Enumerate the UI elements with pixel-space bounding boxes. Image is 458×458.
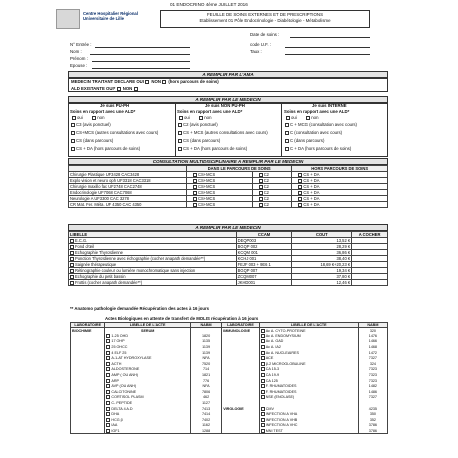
multi-option-checkbox[interactable] xyxy=(193,173,197,177)
bio-right-nabm: 7323 xyxy=(358,372,387,378)
non-label: non xyxy=(97,115,105,120)
acts-head-cocher: A COCHER xyxy=(352,232,388,238)
act-checkbox[interactable] xyxy=(70,245,74,249)
bio-lab-right: IMMUNOLOGIE xyxy=(222,328,260,334)
bio-act-checkbox[interactable] xyxy=(261,379,265,383)
multi-table xyxy=(68,165,388,208)
multi-row xyxy=(69,202,388,208)
acts-head-libelle: LIBELLE xyxy=(69,232,237,238)
bio-act-checkbox[interactable] xyxy=(106,351,110,355)
checkbox[interactable] xyxy=(71,147,75,151)
ald-choice-2 xyxy=(179,115,211,120)
medecin-traitant-non-label: NON xyxy=(151,79,161,84)
bio-head-lab: LABORATOIRE xyxy=(71,323,105,328)
multi-row-label: Explo vision et neuro oph UF3318 CAC3318 xyxy=(69,178,187,184)
multi-option-label: C2 xyxy=(263,196,269,201)
bio-act-checkbox[interactable] xyxy=(261,418,265,422)
multi-option-checkbox[interactable] xyxy=(193,203,197,207)
bio-act-checkbox[interactable] xyxy=(106,401,110,405)
act-checkbox[interactable] xyxy=(70,263,74,267)
bio-table xyxy=(70,322,388,434)
multi-row-label: Endocrinologie UF7068 CAC7068 xyxy=(69,190,187,196)
act-libelle: E.C.G. xyxy=(75,238,88,243)
ald1-oui-checkbox[interactable] xyxy=(72,116,76,120)
bio-right-nabm: 1466 xyxy=(358,339,387,345)
bio-right-act: CA 15-3 xyxy=(265,367,280,372)
act-cout: 38,40 € xyxy=(292,256,352,262)
oui-label: oui xyxy=(77,115,83,120)
bio-lab-right: VIROLOGIE xyxy=(222,406,260,412)
bio-right-act: INFECTION A VHC xyxy=(265,423,298,428)
act-row xyxy=(69,280,388,286)
bio-left-act: 4 ELF 25 xyxy=(111,350,127,355)
bio-head-lab2: LABORATOIRE xyxy=(222,323,260,328)
bio-act-checkbox[interactable] xyxy=(261,407,265,411)
multi-option-label: CS + DA xyxy=(303,196,320,201)
logo-text xyxy=(83,11,138,21)
bio-act-checkbox[interactable] xyxy=(106,418,110,422)
multi-option-label: CS+MCS xyxy=(198,178,216,183)
col3-opt3: C (dans parcours) xyxy=(285,138,324,143)
bio-act-checkbox[interactable] xyxy=(261,412,265,416)
multi-row-label: CR Mat. Fer. Méta. UF 4350 CAC 4350 xyxy=(69,202,187,208)
bio-left-nabm: 1135 xyxy=(190,339,221,345)
col1-opt2: CS+MCS (autres consultations avec cours) xyxy=(71,130,158,135)
logo-line2: Universitaire de Lille xyxy=(83,16,124,21)
medecin-section-title: A REMPLIR PAR LE MEDECIN xyxy=(68,96,388,103)
entree-label: N° Entrée : xyxy=(70,42,92,47)
bio-left-act: ACTH xyxy=(111,361,122,366)
anapath-footnote: ** Anatomo pathologie demandée Récupération des actes à 16 jours xyxy=(70,306,210,311)
bio-act-checkbox[interactable] xyxy=(261,373,265,377)
bio-right-act: Ac A. GAD xyxy=(265,339,284,344)
prenom-field[interactable] xyxy=(92,61,190,62)
date-soins-label: Date de soins : xyxy=(250,32,280,37)
bio-right-nabm: 7327 xyxy=(358,395,387,401)
bio-act-checkbox[interactable] xyxy=(106,395,110,399)
multi-option-label: C2 xyxy=(263,202,269,207)
bio-act-checkbox[interactable] xyxy=(261,334,265,338)
multi-row-label: Chirurgie maxillo fac UF2748 CAC2748 xyxy=(69,184,187,190)
col1-opt3: CS (dans parcours) xyxy=(71,138,113,143)
acts-head-cout: COUT xyxy=(292,232,352,238)
bio-right-nabm: 1482 xyxy=(358,383,387,389)
checkbox[interactable] xyxy=(71,131,75,135)
checkbox[interactable] xyxy=(178,147,182,151)
bio-right-nabm: 320 xyxy=(358,328,387,334)
multi-head-dans: DANS LE PARCOURS DE SOINS xyxy=(187,166,292,172)
ald-non-label: NON xyxy=(122,86,133,91)
bio-right-act: Ac A. ENDOMYSIUM xyxy=(265,333,301,338)
multi-option-label: CS+MCS xyxy=(198,184,216,189)
bio-left-nabm: 1820 xyxy=(190,333,221,339)
multi-option-checkbox[interactable] xyxy=(259,203,263,207)
bio-right-nabm: 7323 xyxy=(358,367,387,373)
bio-right-nabm: 1468 xyxy=(358,344,387,350)
bio-act-checkbox[interactable] xyxy=(261,351,265,355)
bio-act-checkbox[interactable] xyxy=(106,345,110,349)
bio-act-checkbox[interactable] xyxy=(261,367,265,371)
bio-lab-right xyxy=(222,428,260,434)
epouse-field[interactable] xyxy=(92,68,190,69)
bio-left-act: AMP ( OU ANH) xyxy=(111,373,138,378)
multi-option-label: C2 xyxy=(263,172,269,177)
col-interne: Je suis INTERNE xyxy=(312,103,347,108)
multi-option-cell xyxy=(187,202,253,208)
bio-act-checkbox[interactable] xyxy=(261,390,265,394)
ald-choice-1 xyxy=(72,115,104,120)
logo-icon xyxy=(56,9,80,29)
medecin-traitant-oui-checkbox[interactable] xyxy=(145,80,149,84)
bio-act-checkbox[interactable] xyxy=(261,395,265,399)
act-libelle-cell xyxy=(69,280,237,286)
multi-head-hors: HORS PARCOURS DE SOINS xyxy=(292,166,388,172)
acts-table xyxy=(68,231,388,286)
col2-opt2: CS + MCS (autres consultations avec cours) xyxy=(178,130,268,135)
multi-option-cell xyxy=(252,202,292,208)
ama-section-title: A REMPLIR PAR L'AMA xyxy=(68,71,388,78)
code-uf-field[interactable] xyxy=(285,47,370,48)
multi-row-label: Neurologie A UF3300 CAC 3278 xyxy=(69,196,187,202)
ald2-non-checkbox[interactable] xyxy=(199,116,203,120)
col1-opt4: CS + DA (hors parcours de soins) xyxy=(71,146,140,151)
act-ccam: JKHD001 xyxy=(236,280,292,286)
bio-left-nabm: 776 xyxy=(190,378,221,384)
bio-left-act: IAA xyxy=(111,423,118,428)
checkbox[interactable] xyxy=(71,123,75,127)
bio-head-nabm: NABM xyxy=(190,323,221,328)
multi-option-label: CS+MCS xyxy=(198,190,216,195)
multi-option-checkbox[interactable] xyxy=(259,173,263,177)
act-ccam: BGQP 002 xyxy=(236,244,292,250)
col3-opt4: C + DA (hors parcours de soins) xyxy=(285,146,351,151)
multi-option-checkbox[interactable] xyxy=(298,191,302,195)
header-subtitle: Etablissement 01 Pôle Endocrinologie - Diabétologie - Métabolisme xyxy=(199,17,331,23)
multi-option-label: C2 xyxy=(263,184,269,189)
bio-head-nabm2: NABM xyxy=(358,323,387,328)
bio-act-checkbox[interactable] xyxy=(261,329,265,333)
bio-right-act: MNI TEST xyxy=(265,428,283,433)
act-libelle: Frottis (cocher anapath demandée**) xyxy=(75,280,143,285)
header-title: FEUILLE DE SOINS EXTERNES ET DE PRESCRIPTIONS xyxy=(206,12,324,17)
form-header xyxy=(160,10,370,28)
bio-right-nabm: 1472 xyxy=(358,350,387,356)
act-checkbox[interactable] xyxy=(70,239,74,243)
multi-option-checkbox[interactable] xyxy=(298,197,302,201)
acts-section-title: A REMPLIR PAR LE MEDECIN xyxy=(68,224,388,231)
act-libelle: Fond d'œil xyxy=(75,244,95,249)
bio-right-act: β-2 MICROGLOBULINE xyxy=(265,361,306,366)
bio-right-nabm: 7327 xyxy=(358,355,387,361)
bio-act-checkbox[interactable] xyxy=(106,373,110,377)
col2-opt1: C2 (avis ponctuel) xyxy=(178,122,218,127)
checkbox[interactable] xyxy=(285,139,289,143)
bio-left-nabm: 1162 xyxy=(190,423,221,429)
bio-right-nabm: 3786 xyxy=(358,423,387,429)
bio-act-checkbox[interactable] xyxy=(261,362,265,366)
multi-option-checkbox[interactable] xyxy=(259,179,263,183)
bio-act-checkbox[interactable] xyxy=(106,339,110,343)
multi-option-checkbox[interactable] xyxy=(259,185,263,189)
bio-left-nabm: 7402 xyxy=(190,417,221,423)
checkbox[interactable] xyxy=(285,147,289,151)
bio-right-act: CMV xyxy=(265,406,274,411)
ald-label-3: Soins en rapport avec une ALD* xyxy=(284,109,350,114)
checkbox[interactable] xyxy=(178,131,182,135)
bio-right-act: F. RHUMATOIDES xyxy=(265,389,297,394)
ald-oui-checkbox[interactable] xyxy=(117,87,121,91)
medecin-traitant-label: MEDECIN TRAITANT DECLARE OUI xyxy=(71,79,144,84)
multi-option-label: CS + DA xyxy=(303,178,320,183)
act-ccam: KCHJ 001 xyxy=(236,256,292,262)
checkbox[interactable] xyxy=(71,139,75,143)
bio-act-checkbox[interactable] xyxy=(261,345,265,349)
bio-right-act: Ac A. IA2 xyxy=(265,345,281,350)
act-cocher-cell[interactable] xyxy=(352,280,388,286)
bio-act-checkbox[interactable] xyxy=(106,412,110,416)
bio-act-checkbox[interactable] xyxy=(261,423,265,427)
act-checkbox[interactable] xyxy=(70,281,74,285)
bio-title: Actes Biologiques en attente de transfert de MOLIS récupération à 16 jours xyxy=(105,316,259,321)
hors-parcours-label: (hors parcours de soins) xyxy=(168,79,219,84)
bio-lab-left xyxy=(71,428,105,434)
ald-choice-3 xyxy=(286,115,318,120)
act-cout: 13,52 € xyxy=(292,238,352,244)
bio-lab-left: BIOCHIMIE xyxy=(71,328,105,334)
bio-act-checkbox[interactable] xyxy=(106,356,110,360)
act-libelle: Rétinographie couleur ou lumière monochromatique sans injection xyxy=(75,268,196,273)
bio-right-nabm: 324 xyxy=(358,361,387,367)
act-libelle: Echographie du petit bassin xyxy=(75,274,126,279)
multi-option-checkbox[interactable] xyxy=(298,173,302,177)
non-label: non xyxy=(311,115,319,120)
bio-right-act: CA 125 xyxy=(265,378,278,383)
act-cout: 36,86 € xyxy=(292,250,352,256)
multi-option-label: CS+MCS xyxy=(198,196,216,201)
multi-option-label: CS+MCS xyxy=(198,202,216,207)
bio-left-act: 25 OHCC xyxy=(111,345,128,350)
bio-left-nabm: 1821 xyxy=(190,372,221,378)
bio-left-act: C- PEPTIDE xyxy=(111,401,133,405)
multi-option-label: CS + DA xyxy=(303,202,320,207)
entree-field[interactable] xyxy=(95,47,190,48)
bio-left-nabm: 7413 xyxy=(190,406,221,412)
form-code: 01 ENDOCRINO 4ème JUILLET 2016 xyxy=(170,2,248,7)
multi-option-checkbox[interactable] xyxy=(193,179,197,183)
multi-option-checkbox[interactable] xyxy=(298,203,302,207)
bio-left-nabm: NFA xyxy=(190,355,221,361)
multi-option-checkbox[interactable] xyxy=(259,191,263,195)
ald2-oui-checkbox[interactable] xyxy=(179,116,183,120)
bio-left-act: DELTA 4 A.D xyxy=(111,406,133,411)
bio-right-act: INFECTION A VHA xyxy=(265,412,298,417)
multi-option-label: C2 xyxy=(263,178,269,183)
taux-field[interactable] xyxy=(285,54,370,55)
bio-head-libelle: LIBELLE DE L'ACTE xyxy=(105,323,191,328)
bio-left-act: CALCITONINE xyxy=(111,389,137,394)
bio-left-nabm: 714 xyxy=(190,367,221,373)
ald-label-2: Soins en rapport avec une ALD* xyxy=(177,109,243,114)
multi-row-label: Chirurgie Plastique UF3428 CAC3428 xyxy=(69,172,187,178)
bio-head-libelle2: LIBELLE DE L'ACTE xyxy=(259,323,358,328)
act-libelle: Saignée thérapeutique xyxy=(75,262,117,267)
bio-left-nabm: 7414 xyxy=(190,411,221,417)
act-cout: 18,69 €+20,23 € xyxy=(292,262,352,268)
col3-opt2: C (consultation avec cours) xyxy=(285,130,342,135)
nom-label: Nom : xyxy=(70,49,82,54)
bio-right-nabm: 4235 xyxy=(358,406,387,412)
bio-left-nabm: 7806 xyxy=(190,389,221,395)
act-cout: 28,29 € xyxy=(292,244,352,250)
bio-left-act: DHA xyxy=(111,412,120,417)
oui-label: oui xyxy=(184,115,190,120)
bio-act-checkbox[interactable] xyxy=(106,423,110,427)
bio-row xyxy=(71,428,388,434)
ald-label: ALD EXISTANTE OUI* xyxy=(71,86,116,91)
bio-act-checkbox[interactable] xyxy=(106,407,110,411)
bio-right-nabm: 7323 xyxy=(358,378,387,384)
bio-left-act: 1-25 OHD xyxy=(111,333,129,338)
prenom-label: Prénom : xyxy=(70,56,88,61)
act-cout: 12,46 € xyxy=(292,280,352,286)
multi-option-checkbox[interactable] xyxy=(193,197,197,201)
act-libelle: Echographie Thyroïdienne xyxy=(75,250,123,255)
col-non-pu-ph: Je suis NON PU-PH xyxy=(205,103,245,108)
bio-left-act: IGF1 xyxy=(111,428,120,433)
multi-option-label: CS + DA xyxy=(303,184,320,189)
hospital-logo xyxy=(56,9,142,31)
bio-right-act: Ac A. CYTO-PROTEINE xyxy=(265,328,306,333)
bio-left-act: ARP xyxy=(111,378,119,383)
bio-act-checkbox[interactable] xyxy=(106,390,110,394)
act-libelle: Ponction Thyroïdienne avec échographie (cocher anapath demandée**) xyxy=(75,256,206,261)
bio-left-act-cell xyxy=(105,428,191,434)
bio-act-checkbox[interactable] xyxy=(106,334,110,338)
medecin-traitant-row xyxy=(71,79,219,84)
checkbox[interactable] xyxy=(285,131,289,135)
bio-right-act: ACE xyxy=(265,356,274,361)
bio-act-checkbox[interactable] xyxy=(106,384,110,388)
multi-option-cell xyxy=(292,202,388,208)
bio-sub-label: SERUM xyxy=(105,328,191,334)
bio-act-checkbox[interactable] xyxy=(106,367,110,371)
act-cout: 37,80 € xyxy=(292,274,352,280)
act-ccam: DEQP003 xyxy=(236,238,292,244)
act-checkbox[interactable] xyxy=(70,257,74,261)
bio-left-act: A-1-AT HYDROXYLASE xyxy=(111,356,152,361)
bio-left-act: CORTISOL PLASM xyxy=(111,395,144,400)
bio-left-nabm: NFA xyxy=(190,383,221,389)
col3-opt1: C + MCG (consultation avec cours) xyxy=(285,122,357,127)
bio-right-nabm: 1476 xyxy=(358,333,387,339)
bio-right-act: NSE (ENOLASE) xyxy=(265,395,295,400)
act-ccam: BGQP 007 xyxy=(236,268,292,274)
ald3-oui-checkbox[interactable] xyxy=(286,116,290,120)
bio-right-act: Ac A. NUCLEAIRES xyxy=(265,350,299,355)
act-ccam: FEJF 003 + 9E6 1 xyxy=(236,262,292,268)
bio-left-nabm: 1139 xyxy=(190,350,221,356)
checkbox[interactable] xyxy=(178,139,182,143)
bio-right-nabm: 352 xyxy=(358,417,387,423)
bio-left-nabm: 7520 xyxy=(190,361,221,367)
bio-act-checkbox[interactable] xyxy=(106,362,110,366)
bio-right-act: F. RHUMATOIDES xyxy=(265,384,297,389)
act-cout: 19,34 € xyxy=(292,268,352,274)
date-soins-field[interactable] xyxy=(290,37,370,38)
bio-right-nabm: 350 xyxy=(358,411,387,417)
col1-opt1: C3 (avis ponctuel) xyxy=(71,122,111,127)
logo-line1: Centre Hospitalier Régional xyxy=(83,11,138,16)
bio-right-act-cell xyxy=(259,428,358,434)
bio-left-nabm: 1139 xyxy=(190,344,221,350)
multi-option-checkbox[interactable] xyxy=(193,185,197,189)
bio-act-checkbox[interactable] xyxy=(261,384,265,388)
col2-opt4: CS + DA (hors parcours de soins) xyxy=(178,146,247,151)
multi-section-title: CONSULTATION MULTIDISCIPLINAIRE A REMPLIR PAR LE MEDECIN xyxy=(68,158,388,165)
col2-opt3: CS (dans parcours) xyxy=(178,138,220,143)
bio-left-nabm: 1127 xyxy=(190,400,221,406)
ald-label-1: Soins en rapport avec une ALD* xyxy=(70,109,136,114)
multi-option-checkbox[interactable] xyxy=(298,179,302,183)
multi-option-checkbox[interactable] xyxy=(193,191,197,195)
multi-option-label: C2 xyxy=(263,190,269,195)
bio-left-act: HCG β xyxy=(111,417,123,422)
multi-option-label: CS+MCS xyxy=(198,172,216,177)
bio-act-checkbox[interactable] xyxy=(261,356,265,360)
nom-field[interactable] xyxy=(90,54,190,55)
bio-right-nabm: 3786 xyxy=(358,428,387,434)
bio-act-checkbox[interactable] xyxy=(106,429,110,433)
act-ccam: KCQM 001 xyxy=(236,250,292,256)
taux-label: Taux : xyxy=(250,49,262,54)
bio-left-act: 17 OHP xyxy=(111,339,125,344)
act-ccam: ZCQM007 xyxy=(236,274,292,280)
bio-act-checkbox[interactable] xyxy=(106,379,110,383)
code-uf-label: code U.F. : xyxy=(250,42,271,47)
multi-option-checkbox[interactable] xyxy=(298,185,302,189)
ald1-non-checkbox[interactable] xyxy=(92,116,96,120)
bio-act-checkbox[interactable] xyxy=(261,429,265,433)
ald3-non-checkbox[interactable] xyxy=(306,116,310,120)
multi-option-label: CS + DA xyxy=(303,172,320,177)
act-checkbox[interactable] xyxy=(70,275,74,279)
acts-head-ccam: CCAM xyxy=(236,232,292,238)
checkbox[interactable] xyxy=(285,123,289,127)
medecin-traitant-non-checkbox[interactable] xyxy=(162,80,166,84)
checkbox[interactable] xyxy=(178,123,182,127)
bio-right-act: CA 19-9 xyxy=(265,373,280,378)
multi-option-label: CS + DA xyxy=(303,190,320,195)
bio-left-act: AVP (OU ANH) xyxy=(111,384,137,389)
ald-row xyxy=(71,86,139,91)
col-pu-ph: Je suis PU-PH xyxy=(100,103,130,108)
multi-option-checkbox[interactable] xyxy=(259,197,263,201)
bio-act-checkbox[interactable] xyxy=(261,339,265,343)
bio-left-act: ALDOSTERONE xyxy=(111,367,140,372)
bio-left-nabm: 462 xyxy=(190,395,221,401)
oui-label: oui xyxy=(291,115,297,120)
act-checkbox[interactable] xyxy=(70,251,74,255)
epouse-label: Epouse : xyxy=(70,63,88,68)
bio-left-nabm: 1288 xyxy=(190,428,221,434)
act-checkbox[interactable] xyxy=(70,269,74,273)
ald-non-checkbox[interactable] xyxy=(134,87,138,91)
bio-right-act: INFECTION A VHB xyxy=(265,417,298,422)
non-label: non xyxy=(204,115,212,120)
bio-right-nabm: 1486 xyxy=(358,389,387,395)
